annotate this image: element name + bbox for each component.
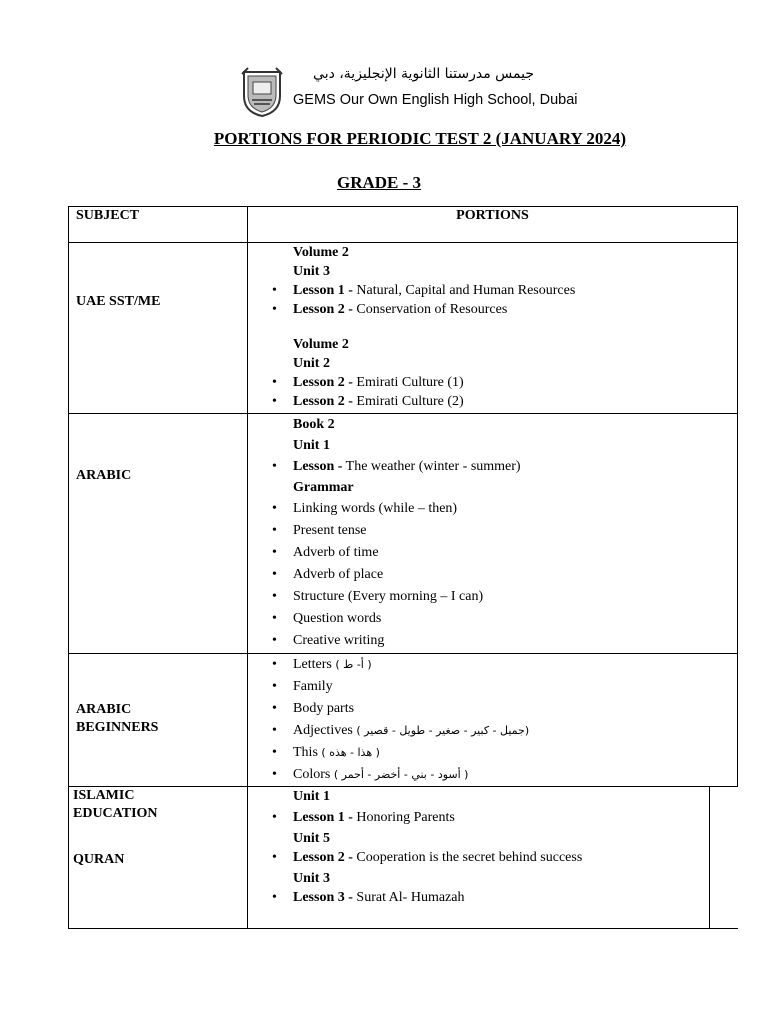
subject-cell (69, 414, 248, 654)
subject-cell (69, 787, 248, 929)
document-title: PORTIONS FOR PERIODIC TEST 2 (JANUARY 2024) (213, 129, 627, 148)
header-cell-portions (248, 207, 738, 243)
lesson-item: • Lesson 1 - Honoring Parents (248, 808, 709, 829)
subject-quran: QURAN (73, 852, 125, 867)
lesson-item: • Lesson 1 - Natural, Capital and Human Resources (248, 281, 737, 300)
grammar-item: • Adverb of time (248, 542, 737, 564)
table-row-islamic (69, 787, 738, 929)
lesson-item: • Lesson 2 - Emirati Culture (2) (248, 392, 737, 411)
grammar-item: • Present tense (248, 520, 737, 542)
unit-label: Unit 1 (293, 438, 330, 453)
grammar-item: • Creative writing (248, 630, 737, 652)
table-header-row (69, 207, 738, 243)
list-item-this: • This ( هذا - هذه ) (248, 742, 737, 764)
subject-arabic-beginners-line1: ARABIC (76, 702, 132, 717)
list-item-body-parts: • Body parts (248, 698, 737, 720)
school-header (0, 62, 768, 122)
lesson-item: • Lesson 3 - Surat Al- Humazah (248, 888, 709, 907)
table-row-arabic (69, 414, 738, 654)
subject-cell (69, 243, 248, 414)
unit-label: Unit 5 (293, 831, 330, 846)
grammar-item: • Structure (Every morning – I can) (248, 586, 737, 608)
grammar-item: • Adverb of place (248, 564, 737, 586)
subject-arabic-beginners-line2: BEGINNERS (76, 720, 159, 735)
portions-cell (248, 787, 738, 929)
column-header-portions: PORTIONS (456, 208, 529, 223)
lesson-item: • Lesson 2 - Cooperation is the secret behind success (248, 848, 709, 869)
table-row-arabic-beginners (69, 654, 738, 787)
school-name-english: GEMS Our Own English High School, Dubai (293, 92, 578, 108)
portions-cell (248, 414, 738, 654)
subject-uae-sst: UAE SST/ME (76, 294, 161, 309)
header-cell-subject (69, 207, 248, 243)
lesson-item: • Lesson - The weather (winter - summer) (248, 456, 737, 477)
grade-heading: GRADE - 3 (336, 173, 422, 192)
subject-cell (69, 654, 248, 787)
subject-arabic: ARABIC (76, 468, 132, 483)
grammar-item: • Question words (248, 608, 737, 630)
list-item-letters: • Letters ( أ- ط ) (248, 654, 737, 676)
unit-label: Unit 2 (293, 356, 330, 371)
grammar-item: • Linking words (while – then) (248, 498, 737, 520)
portions-cell (248, 243, 738, 414)
table-row-uae-sst (69, 243, 738, 414)
lesson-item: • Lesson 2 - Conservation of Resources (248, 300, 737, 319)
book-label: Book 2 (293, 417, 335, 432)
school-crest-icon (240, 66, 284, 118)
volume-label: Volume 2 (293, 337, 349, 352)
portions-table (68, 206, 738, 929)
unit-label: Unit 3 (293, 264, 330, 279)
list-item-colors: • Colors ( أسود - بني - أخضر - أحمر ) (248, 764, 737, 786)
unit-label: Unit 1 (293, 789, 330, 804)
portions-cell (248, 654, 738, 787)
column-header-subject: SUBJECT (76, 208, 140, 223)
subject-islamic-line2: EDUCATION (73, 806, 158, 821)
subject-islamic-line1: ISLAMIC (73, 788, 135, 803)
volume-label: Volume 2 (293, 245, 349, 260)
list-item-family: • Family (248, 676, 737, 698)
list-item-adjectives: • Adjectives ( جميل - كبير - صغير - طويل - قصير) (248, 720, 737, 742)
grammar-label: Grammar (293, 480, 354, 495)
lesson-item: • Lesson 2 - Emirati Culture (1) (248, 373, 737, 392)
school-name-arabic: جيمس مدرستنا الثانوية الإنجليزية، دبي (313, 66, 534, 82)
unit-label: Unit 3 (293, 871, 330, 886)
